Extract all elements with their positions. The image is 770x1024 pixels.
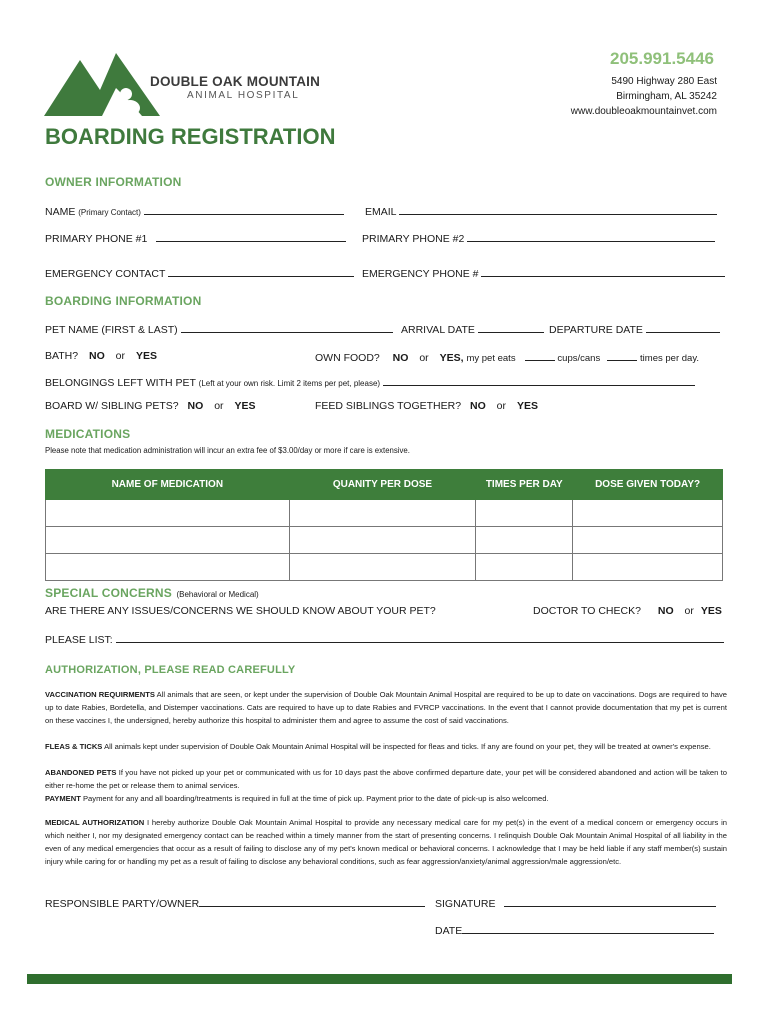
email-input-line[interactable]	[399, 204, 717, 215]
primary-phone-1-input-line[interactable]	[156, 231, 346, 242]
pet-name-label: PET NAME (FIRST & LAST)	[45, 324, 178, 336]
emergency-contact-label: EMERGENCY CONTACT	[45, 268, 166, 280]
departure-date-input-line[interactable]	[646, 322, 720, 333]
medical-text: I hereby authorize Double Oak Mountain Animal Hospital to provide any necessary medical care for my pet(s) in the event of a medical concern or emergency occurs in which neither I, nor my designated emergency contact can be reached within a timely manner from the start of presenting concerns. I relinquish Double Oak Mountain Animal Hospital of all liability in the even of any medical emergencies that occur as a result of failing to disclose any of my pet's known medical or behavioral concerns. I acknowledge that I may be held liable if any staff member(s) sustain injury while caring for or handling my pet as a result of failing to disclose any behavioral conditions, such as fear aggression/anxiety/animal aggression/male aggression/etc.	[45, 818, 727, 866]
own-food-no-option[interactable]: NO	[392, 352, 409, 364]
table-cell[interactable]	[476, 554, 573, 581]
please-list-label: PLEASE LIST:	[45, 634, 113, 646]
vaccination-title: VACCINATION REQUIRMENTS	[45, 690, 155, 699]
doctor-check-yes-option[interactable]: YES	[700, 605, 722, 617]
bath-question	[45, 350, 157, 362]
table-cell[interactable]	[46, 527, 290, 554]
payment-paragraph	[45, 792, 727, 805]
bath-yes-option[interactable]: YES	[135, 350, 157, 362]
logo-name: DOUBLE OAK MOUNTAIN	[150, 74, 321, 89]
name-input-line[interactable]	[144, 204, 344, 215]
medications-table	[45, 469, 723, 581]
column-header-times: TIMES PER DAY	[476, 470, 573, 500]
departure-date-field[interactable]	[549, 322, 720, 336]
table-cell[interactable]	[573, 554, 723, 581]
sibling-no-option[interactable]: NO	[187, 400, 204, 412]
arrival-date-field[interactable]	[401, 322, 544, 336]
emergency-phone-input-line[interactable]	[481, 266, 725, 277]
emergency-contact-field[interactable]	[45, 266, 354, 280]
payment-text: Payment for any and all boarding/treatments is required in full at the time of pick up. Payment prior to the date of pick-up is also welcomed.	[80, 794, 549, 803]
boarding-section-heading: BOARDING INFORMATION	[45, 294, 202, 308]
bath-or: or	[115, 350, 126, 362]
belongings-field[interactable]	[45, 375, 695, 389]
responsible-party-label: RESPONSIBLE PARTY/OWNER	[45, 898, 200, 910]
primary-phone-2-field[interactable]	[362, 231, 715, 245]
cups-input-line[interactable]	[525, 350, 555, 361]
phone-number: 205.991.5446	[610, 49, 714, 68]
logo-subtitle: ANIMAL HOSPITAL	[187, 90, 300, 101]
belongings-input-line[interactable]	[383, 375, 695, 386]
departure-date-label: DEPARTURE DATE	[549, 324, 643, 336]
name-label: NAME	[45, 206, 76, 218]
own-food-yes-option[interactable]: YES,	[439, 352, 464, 364]
date-label: DATE	[435, 925, 463, 937]
table-cell[interactable]	[476, 500, 573, 527]
primary-phone-2-input-line[interactable]	[467, 231, 715, 242]
medications-note: Please note that medication administration will incur an extra fee of $3.00/day or more if care is extensive.	[45, 446, 410, 455]
doctor-check-or: or	[684, 605, 694, 617]
fleas-paragraph	[45, 740, 727, 753]
belongings-label: BELONGINGS LEFT WITH PET	[45, 377, 196, 389]
logo	[44, 50, 334, 120]
abandoned-text: If you have not picked up your pet or communicated with us for 10 days past the above confirmed departure date, your pet will be considered abandoned and action will be taken to either re-home the pet or release them to animal services.	[45, 768, 727, 790]
primary-phone-1-label: PRIMARY PHONE #1	[45, 233, 148, 245]
own-food-or: or	[419, 352, 429, 364]
signature-input-line[interactable]	[504, 896, 716, 907]
concerns-heading	[45, 584, 259, 602]
own-food-question	[315, 350, 699, 364]
column-header-dose-given: DOSE GIVEN TODAY?	[573, 470, 723, 500]
table-cell[interactable]	[46, 500, 290, 527]
concerns-question: ARE THERE ANY ISSUES/CONCERNS WE SHOULD KNOW ABOUT YOUR PET?	[45, 605, 436, 617]
vaccination-text: All animals that are seen, or kept under the supervision of Double Oak Mountain Animal Hospital are required to be up to date on vaccinations. Dogs are required to have up to date Rabies, Bordetella, and Distemper vaccinations. Cats are required to have up to date Rabies and FVRCP vaccinations. In the event that I cannot provide documentation that my pet is current on these vaccines I, the undersigned, hereby authorize this hospital to administer them and agree to assume the cost of said vaccinations.	[45, 690, 727, 725]
primary-phone-2-label: PRIMARY PHONE #2	[362, 233, 465, 245]
table-row	[46, 500, 723, 527]
signature-label: SIGNATURE	[435, 898, 496, 910]
arrival-date-input-line[interactable]	[478, 322, 544, 333]
medications-header-row	[46, 470, 723, 500]
abandoned-paragraph	[45, 766, 727, 792]
fleas-text: All animals kept under supervision of Double Oak Mountain Animal Hospital will be inspected for fleas and ticks. If any are found on your pet, they will be treated at owner's expense.	[102, 742, 711, 751]
my-pet-eats-label: my pet eats	[466, 353, 516, 364]
medications-section-heading: MEDICATIONS	[45, 427, 131, 441]
times-per-day-label: times per day.	[640, 353, 700, 364]
owner-section-heading: OWNER INFORMATION	[45, 175, 182, 189]
signature-field[interactable]	[435, 896, 716, 910]
medical-authorization-paragraph	[45, 816, 727, 868]
please-list-field[interactable]	[45, 632, 724, 646]
responsible-party-field[interactable]	[45, 896, 425, 910]
concerns-heading-note: (Behavioral or Medical)	[176, 590, 259, 599]
emergency-phone-field[interactable]	[362, 266, 725, 280]
feed-siblings-no-option[interactable]: NO	[470, 400, 486, 412]
name-note: (Primary Contact)	[78, 208, 141, 217]
vaccination-paragraph	[45, 688, 727, 727]
feed-siblings-question	[315, 400, 538, 412]
sibling-question	[45, 400, 256, 412]
bath-no-option[interactable]: NO	[89, 350, 105, 362]
feed-siblings-or: or	[496, 400, 507, 412]
sibling-or: or	[214, 400, 224, 412]
concerns-section-heading: SPECIAL CONCERNS	[45, 586, 172, 600]
table-cell[interactable]	[289, 500, 476, 527]
pet-name-field[interactable]	[45, 322, 393, 336]
doctor-check-label: DOCTOR TO CHECK?	[533, 605, 641, 617]
name-field[interactable]	[45, 204, 344, 218]
date-field[interactable]	[435, 923, 714, 937]
date-input-line[interactable]	[462, 923, 714, 934]
authorization-section-heading: AUTHORIZATION, PLEASE READ CAREFULLY	[45, 664, 296, 676]
email-label: EMAIL	[365, 206, 397, 218]
address-line-1: 5490 Highway 280 East	[611, 76, 717, 87]
abandoned-title: ABANDONED PETS	[45, 768, 117, 777]
website-link[interactable]: www.doubleoakmountainvet.com	[570, 106, 717, 117]
sibling-label: BOARD W/ SIBLING PETS?	[45, 400, 179, 412]
payment-title: PAYMENT	[45, 794, 81, 803]
column-header-name: NAME OF MEDICATION	[46, 470, 290, 500]
address-line-2: Birmingham, AL 35242	[616, 91, 717, 102]
table-row	[46, 527, 723, 554]
medical-title: MEDICAL AUTHORIZATION	[45, 818, 145, 827]
table-cell[interactable]	[289, 527, 476, 554]
table-cell[interactable]	[573, 527, 723, 554]
responsible-party-input-line[interactable]	[199, 896, 425, 907]
times-input-line[interactable]	[607, 350, 637, 361]
email-field[interactable]	[365, 204, 717, 218]
doctor-check-no-option[interactable]: NO	[657, 605, 674, 617]
page-title: BOARDING REGISTRATION	[45, 124, 336, 149]
bath-label: BATH?	[45, 350, 79, 362]
footer-bar	[27, 974, 732, 984]
fleas-title: FLEAS & TICKS	[45, 742, 103, 751]
belongings-note: (Left at your own risk. Limit 2 items per pet, please)	[198, 379, 381, 388]
emergency-contact-input-line[interactable]	[168, 266, 354, 277]
cups-cans-label: cups/cans	[557, 353, 601, 364]
column-header-quantity: QUANITY PER DOSE	[289, 470, 476, 500]
table-cell[interactable]	[46, 554, 290, 581]
table-cell[interactable]	[476, 527, 573, 554]
table-cell[interactable]	[573, 500, 723, 527]
sibling-yes-option[interactable]: YES	[234, 400, 256, 412]
arrival-date-label: ARRIVAL DATE	[401, 324, 475, 336]
table-row	[46, 554, 723, 581]
primary-phone-1-field[interactable]	[45, 231, 346, 245]
mountain-logo-icon	[44, 50, 164, 120]
doctor-check-question	[533, 605, 722, 617]
own-food-label: OWN FOOD?	[315, 352, 380, 364]
feed-siblings-label: FEED SIBLINGS TOGETHER?	[315, 400, 462, 412]
emergency-phone-label: EMERGENCY PHONE #	[362, 268, 479, 280]
feed-siblings-yes-option[interactable]: YES	[516, 400, 538, 412]
pet-name-input-line[interactable]	[181, 322, 393, 333]
please-list-input-line[interactable]	[116, 632, 724, 643]
table-cell[interactable]	[289, 554, 476, 581]
